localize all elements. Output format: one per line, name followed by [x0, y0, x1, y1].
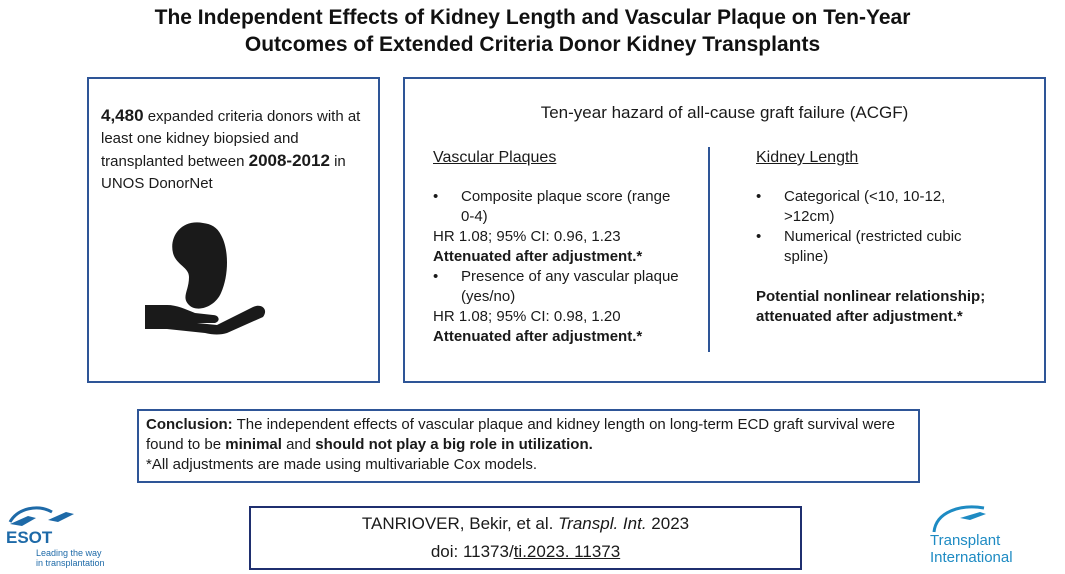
citation-box — [249, 506, 802, 570]
doi-line — [251, 542, 800, 562]
conclusion-should-not: should not play a big role in utilization. — [315, 436, 593, 453]
vascular-note-2: Attenuated after adjustment.* — [433, 328, 643, 345]
bullet-dot: • — [756, 188, 762, 205]
transplant-international-logo — [924, 500, 1064, 572]
doi-link[interactable]: ti.2023. 11373 — [513, 542, 621, 561]
citation-journal: Transpl. Int. — [558, 514, 647, 533]
hazard-title: Ten-year hazard of all-cause graft failure (ACGF) — [540, 103, 909, 122]
conclusion-text-2: and — [281, 436, 316, 453]
conclusion-minimal: minimal — [225, 436, 282, 453]
citation-line — [251, 514, 800, 534]
ti-line-2: International — [930, 549, 1013, 566]
kidney-bullet-1 — [756, 187, 984, 227]
vascular-bullet-2 — [433, 267, 683, 307]
vascular-hr-1: HR 1.08; 95% CI: 0.96, 1.23 — [433, 228, 621, 245]
donor-text-2: in UNOS DonorNet — [101, 153, 346, 192]
bullet-dot: • — [433, 268, 439, 285]
citation-authors: TANRIOVER, Bekir, et al. — [361, 514, 559, 533]
hand-holding-kidney-icon — [141, 219, 283, 335]
vascular-bullet-1-text: Composite plaque score (range 0-4) — [461, 188, 671, 225]
citation-year: 2023 — [646, 514, 690, 533]
vascular-bullet-2-text: Presence of any vascular plaque (yes/no) — [461, 268, 679, 305]
kidney-bullet-2 — [756, 227, 1004, 267]
bullet-dot: • — [433, 188, 439, 205]
vascular-column — [433, 187, 683, 347]
donor-years: 2008-2012 — [248, 151, 330, 170]
conclusion-text-1: The independent effects of vascular plaque and kidney length on long-term ECD graft survival were found to be — [146, 416, 896, 453]
kidney-note: Potential nonlinear relationship; attenuated after adjustment.* — [756, 288, 986, 325]
conclusion-label: Conclusion: — [146, 416, 233, 433]
title-line-1: The Independent Effects of Kidney Length and Vascular Plaque on Ten-Year — [154, 6, 911, 29]
ti-name — [930, 532, 1013, 566]
donor-text-1: expanded criteria donors with at least one kidney biopsied and transplanted between — [101, 108, 361, 170]
esot-tagline — [36, 548, 105, 568]
esot-logo — [2, 500, 122, 572]
ti-swoosh-icon — [930, 502, 990, 534]
esot-tagline-2: in transplantation — [36, 558, 105, 568]
esot-name: ESOT — [6, 528, 53, 547]
vascular-hr-2: HR 1.08; 95% CI: 0.98, 1.20 — [433, 308, 621, 325]
bullet-dot: • — [756, 228, 762, 245]
poster-title — [0, 4, 1065, 58]
kidney-heading: Kidney Length — [756, 149, 859, 166]
vascular-heading: Vascular Plaques — [433, 149, 557, 166]
conclusion-footnote: *All adjustments are made using multivariable Cox models. — [146, 456, 538, 473]
esot-tagline-1: Leading the way — [36, 548, 102, 558]
donor-count: 4,480 — [101, 106, 144, 125]
donor-summary-panel — [87, 77, 380, 383]
kidney-column — [756, 187, 1016, 327]
vascular-bullet-1 — [433, 187, 683, 227]
title-line-2: Outcomes of Extended Criteria Donor Kidney Transplants — [244, 33, 821, 56]
hazard-panel — [403, 77, 1046, 383]
doi-prefix: doi: 11373/ — [430, 542, 514, 561]
ti-line-1: Transplant — [930, 532, 1001, 549]
kidney-bullet-2-text: Numerical (restricted cubic spline) — [784, 228, 962, 265]
conclusion-text — [146, 415, 916, 475]
donor-summary-text — [101, 105, 371, 195]
vascular-note-1: Attenuated after adjustment.* — [433, 248, 643, 265]
conclusion-box — [137, 409, 920, 483]
kidney-bullet-1-text: Categorical (<10, 10-12, >12cm) — [784, 188, 946, 225]
column-divider — [708, 147, 710, 352]
